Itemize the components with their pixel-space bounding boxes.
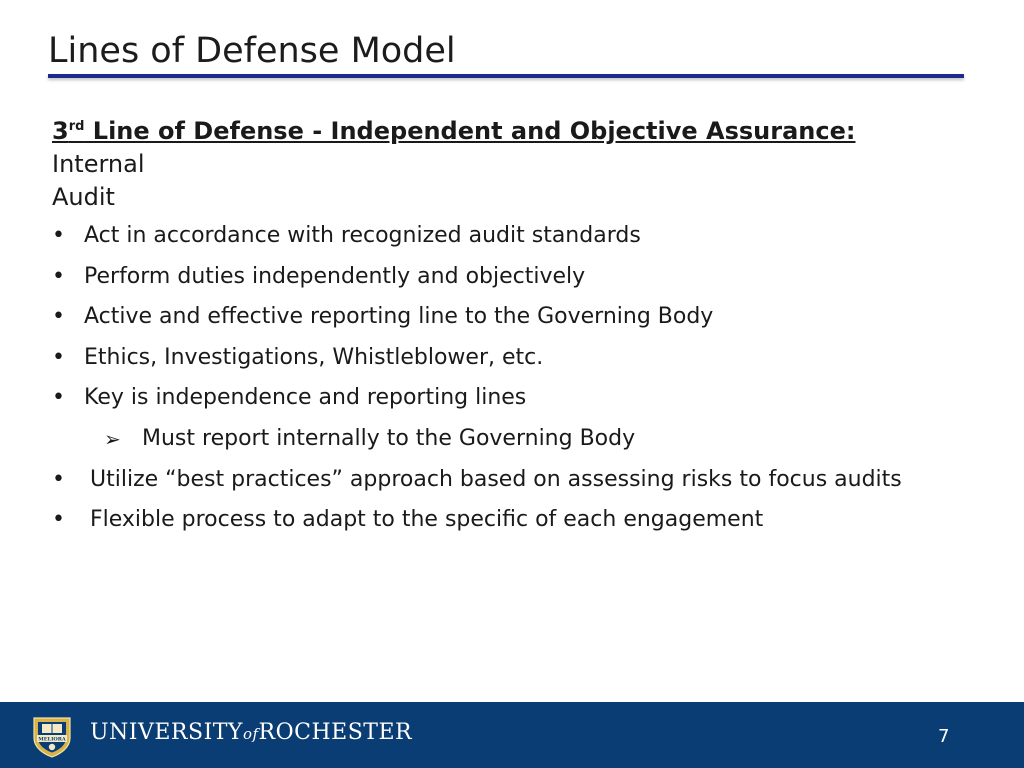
bullet-dot: • <box>52 344 65 370</box>
bullet-text: Utilize “best practices” approach based on assessing risks to focus audits <box>90 466 902 492</box>
slide-title: Lines of Defense Model <box>48 31 456 71</box>
bullet-item <box>52 263 952 291</box>
bullet-text: Flexible process to adapt to the specific of each engagement <box>90 507 764 533</box>
wordmark-of: of <box>242 725 259 743</box>
heading-bold-text: Line of Defense - Independent and Objective Assurance: <box>84 117 856 145</box>
bullet-item <box>52 303 952 331</box>
bullet-dot: • <box>52 385 65 411</box>
bullet-item <box>52 466 952 494</box>
bullet-list <box>52 222 952 534</box>
title-divider <box>48 74 964 78</box>
bullet-item <box>52 344 952 372</box>
footer-bar <box>0 702 1024 768</box>
seal-motto: MELIORA <box>38 736 66 743</box>
bullet-dot: • <box>52 223 65 248</box>
bullet-dot: • <box>52 507 65 533</box>
bullet-dot: • <box>52 304 65 330</box>
bullet-text: Active and effective reporting line to the Governing Body <box>84 304 714 330</box>
bullet-text: Key is independence and reporting lines <box>84 385 527 411</box>
bullet-text: Ethics, Investigations, Whistleblower, etc. <box>84 344 544 370</box>
bullet-item <box>52 506 952 534</box>
heading-superscript: rd <box>68 119 85 134</box>
university-seal-icon <box>30 714 74 758</box>
slide-content <box>52 115 952 547</box>
wordmark-rochester: ROCHESTER <box>258 720 413 745</box>
heading-plain-text: Internal <box>52 150 145 178</box>
bullet-item <box>52 222 952 250</box>
heading-second-line: Audit <box>52 183 115 211</box>
bullet-item <box>52 384 952 412</box>
university-wordmark <box>90 720 412 745</box>
bullet-dot: • <box>52 263 65 289</box>
sub-bullet-item <box>52 425 952 453</box>
heading-bold <box>52 117 855 145</box>
wordmark-university: UNIVERSITY <box>90 720 243 745</box>
bullet-text: Perform duties independently and objectively <box>84 263 586 289</box>
bullet-text: Act in accordance with recognized audit standards <box>84 223 641 248</box>
bullet-dot: • <box>52 466 65 492</box>
sub-bullet-text: Must report internally to the Governing Body <box>142 425 636 451</box>
page-number: 7 <box>938 726 950 747</box>
arrow-bullet-icon: ➢ <box>104 426 121 451</box>
section-heading <box>52 115 952 214</box>
heading-number: 3 <box>52 117 69 145</box>
